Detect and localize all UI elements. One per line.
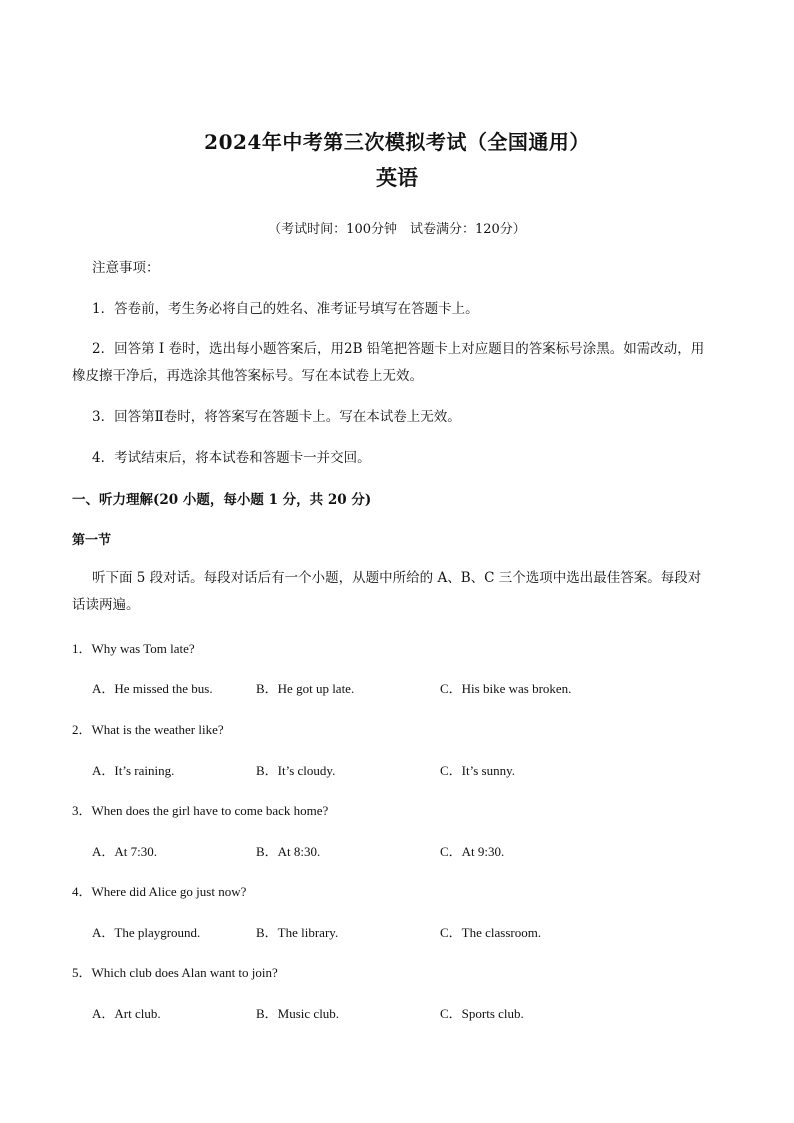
option-a: A．The playground. (92, 925, 201, 940)
option-c: C．It’s sunny. (440, 763, 515, 778)
option-a: A．At 7:30. (92, 844, 158, 859)
question-text: 1．Why was Tom late? (72, 641, 195, 656)
section-part: 第一节 (72, 533, 112, 548)
option-c: C．The classroom. (440, 925, 542, 940)
option-b: B．It’s cloudy. (256, 763, 336, 778)
section-instructions: 听下面 5 段对话。每段对话后有一个小题，从题中所给的 A、B、C 三个选项中选出最佳答案。每段对 (92, 570, 702, 586)
notice-heading: 注意事项： (92, 260, 160, 276)
option-a: A．He missed the bus. (92, 681, 213, 696)
notice-item: 1．答卷前，考生务必将自己的姓名、准考证号填写在答题卡上。 (92, 301, 479, 317)
option-c: C．His bike was broken. (440, 681, 572, 696)
question-text: 2．What is the weather like? (72, 722, 224, 737)
section-heading: 一、听力理解(20 小题，每小题 1 分，共 20 分) (72, 492, 372, 508)
subject-title: 英语 (376, 165, 418, 190)
option-b: B．Music club. (256, 1006, 340, 1021)
option-c: C．Sports club. (440, 1006, 524, 1021)
option-c: C．At 9:30. (440, 844, 505, 859)
notice-item: 2．回答第 I 卷时，选出每小题答案后，用2B 铅笔把答题卡上对应题目的答案标号涂黑。如需改动，用 (92, 341, 705, 357)
question-text: 4．Where did Alice go just now? (72, 884, 247, 899)
option-b: B．At 8:30. (256, 844, 321, 859)
option-a: A．It’s raining. (92, 763, 175, 778)
notice-item: 4．考试结束后，将本试卷和答题卡一并交回。 (92, 450, 371, 466)
question-text: 5．Which club does Alan want to join? (72, 965, 278, 980)
option-b: B．He got up late. (256, 681, 355, 696)
exam-info: （考试时间：100分钟 试卷满分：120分） (268, 222, 526, 237)
page-title: 2024年中考第三次模拟考试（全国通用） (204, 130, 590, 154)
notice-item-continued: 橡皮擦干净后，再选涂其他答案标号。写在本试卷上无效。 (72, 368, 423, 384)
option-a: A．Art club. (92, 1006, 161, 1021)
notice-item: 3．回答第Ⅱ卷时，将答案写在答题卡上。写在本试卷上无效。 (92, 409, 461, 425)
option-b: B．The library. (256, 925, 339, 940)
question-text: 3．When does the girl have to come back home? (72, 803, 329, 818)
section-instructions-continued: 话读两遍。 (72, 597, 140, 613)
